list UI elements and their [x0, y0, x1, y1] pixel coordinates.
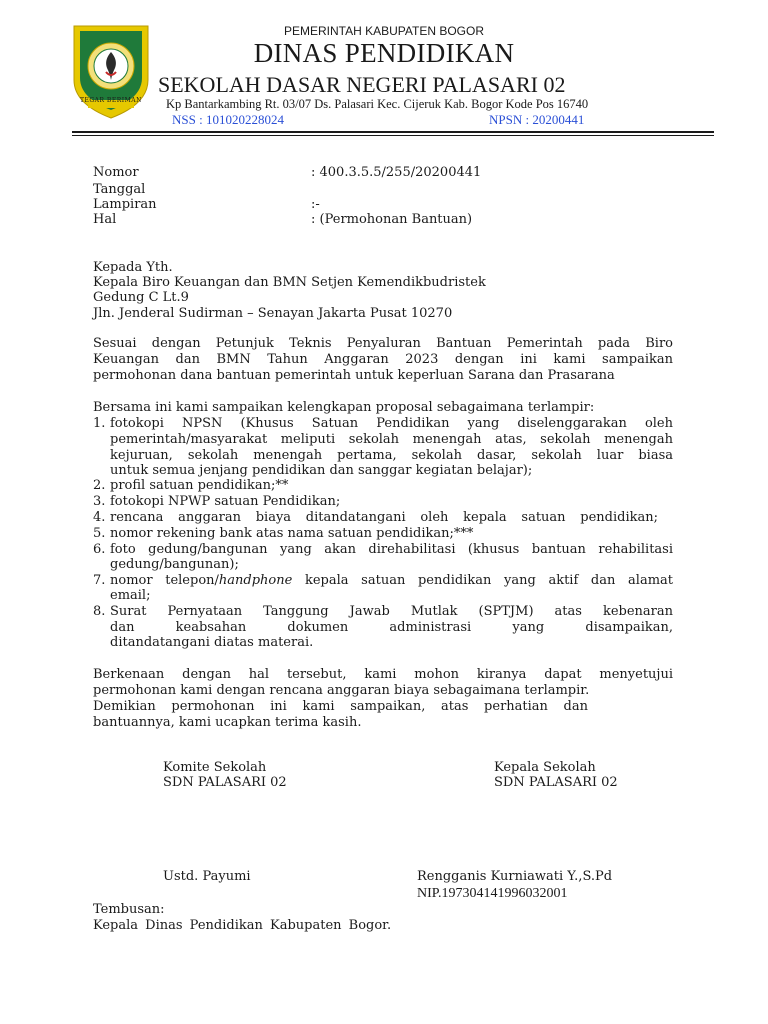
hal-value: : (Permohonan Bantuan): [311, 212, 473, 227]
item-number: 7.: [93, 573, 106, 588]
hal-label: Hal: [93, 212, 117, 227]
item3: fotokopi NPWP satuan Pendidikan;: [110, 494, 341, 509]
item-number: 3.: [93, 494, 106, 509]
logo-motto: TEGAR BERIMAN: [80, 97, 142, 104]
para1-line1: Sesuai dengan Petunjuk Teknis Penyaluran Bantuan Pemerintah pada Biro: [93, 336, 673, 351]
header-divider: [72, 131, 714, 133]
item7-line2: email;: [110, 588, 151, 603]
item7-text-italic: handphone: [218, 573, 293, 588]
right-signatory-org: SDN PALASARI 02: [494, 775, 618, 790]
recipient-building: Gedung C Lt.9: [93, 290, 189, 305]
cc-line: Kepala Dinas Pendidikan Kabupaten Bogor.: [93, 918, 392, 933]
item7-line1: [110, 573, 673, 588]
para2-line2: permohonan kami dengan rencana anggaran biaya sebagaimana terlampir.: [93, 683, 590, 698]
recipient-address: Jln. Jenderal Sudirman – Senayan Jakarta Pusat 10270: [93, 306, 453, 321]
item-number: 1.: [93, 416, 106, 431]
para2-line3: Demikian permohonan ini kami sampaikan, atas perhatian dan: [93, 699, 588, 714]
item7-text-pre: nomor telepon/: [110, 573, 219, 588]
recipient-greeting: Kepada Yth.: [93, 260, 173, 275]
item-number: 8.: [93, 604, 106, 619]
item-number: 6.: [93, 542, 106, 557]
government-name: PEMERINTAH KABUPATEN BOGOR: [283, 24, 485, 38]
item7-text-post: kepala satuan pendidikan yang aktif dan alamat: [292, 573, 673, 588]
lampiran-label: Lampiran: [93, 197, 157, 212]
item4: rencana anggaran biaya ditandatangani oleh kepala satuan pendidikan;: [110, 510, 658, 525]
item5: nomor rekening bank atas nama satuan pendidikan;***: [110, 526, 474, 541]
cc-label: Tembusan:: [93, 902, 165, 917]
item8-line3: ditandatangani diatas materai.: [110, 635, 314, 650]
school-name: SEKOLAH DASAR NEGERI PALASARI 02: [158, 72, 566, 97]
item1-line2: pemerintah/masyarakat meliputi sekolah menengah atas, sekolah menengah: [110, 432, 673, 447]
right-signatory-nip: NIP.197304141996032001: [417, 886, 568, 901]
item8-line2: dan keabsahan dokumen administrasi yang disampaikan,: [110, 620, 673, 635]
item-number: 2.: [93, 478, 106, 493]
tanggal-label: Tanggal: [93, 182, 146, 197]
recipient-name: Kepala Biro Keuangan dan BMN Setjen Kemendikbudristek: [93, 275, 486, 290]
left-signatory-name: Ustd. Payumi: [163, 869, 251, 884]
item1-line4: untuk semua jenjang pendidikan dan sanggar kegiatan belajar);: [110, 463, 533, 478]
item2: profil satuan pendidikan;**: [110, 478, 289, 493]
right-signatory-title: Kepala Sekolah: [494, 760, 596, 775]
nomor-label: Nomor: [93, 165, 139, 180]
item-number: 5.: [93, 526, 106, 541]
school-address: Kp Bantarkambing Rt. 03/07 Ds. Palasari Kec. Cijeruk Kab. Bogor Kode Pos 16740: [166, 97, 589, 111]
para1-line3: permohonan dana bantuan pemerintah untuk keperluan Sarana dan Prasarana: [93, 368, 615, 383]
item6-line2: gedung/bangunan);: [110, 557, 239, 572]
lampiran-value: :-: [311, 197, 320, 212]
item1-line3: kejuruan, sekolah menengah pertama, sekolah dasar, sekolah luar biasa: [110, 448, 673, 463]
nss-number: NSS : 101020228024: [172, 112, 284, 127]
left-signatory-title: Komite Sekolah: [163, 760, 267, 775]
para2-line1: Berkenaan dengan hal tersebut, kami mohon kiranya dapat menyetujui: [93, 667, 673, 682]
right-signatory-name: Rengganis Kurniawati Y.,S.Pd: [417, 869, 613, 884]
nomor-value: : 400.3.5.5/255/20200441: [311, 165, 482, 180]
item1-line1: fotokopi NPSN (Khusus Satuan Pendidikan yang diselenggarakan oleh: [110, 416, 673, 431]
para1-line2: Keuangan dan BMN Tahun Anggaran 2023 dengan ini kami sampaikan: [93, 352, 673, 367]
list-intro: Bersama ini kami sampaikan kelengkapan proposal sebagaimana terlampir:: [93, 400, 595, 415]
item8-line1: Surat Pernyataan Tanggung Jawab Mutlak (SPTJM) atas kebenaran: [110, 604, 673, 619]
para2-line4: bantuannya, kami ucapkan terima kasih.: [93, 715, 362, 730]
left-signatory-org: SDN PALASARI 02: [163, 775, 287, 790]
header-divider-thin: [72, 135, 714, 136]
item6-line1: foto gedung/bangunan yang akan direhabilitasi (khusus bantuan rehabilitasi: [110, 542, 673, 557]
item-number: 4.: [93, 510, 106, 525]
npsn-number: NPSN : 20200441: [489, 112, 585, 127]
agency-name: DINAS PENDIDIKAN: [253, 38, 515, 68]
